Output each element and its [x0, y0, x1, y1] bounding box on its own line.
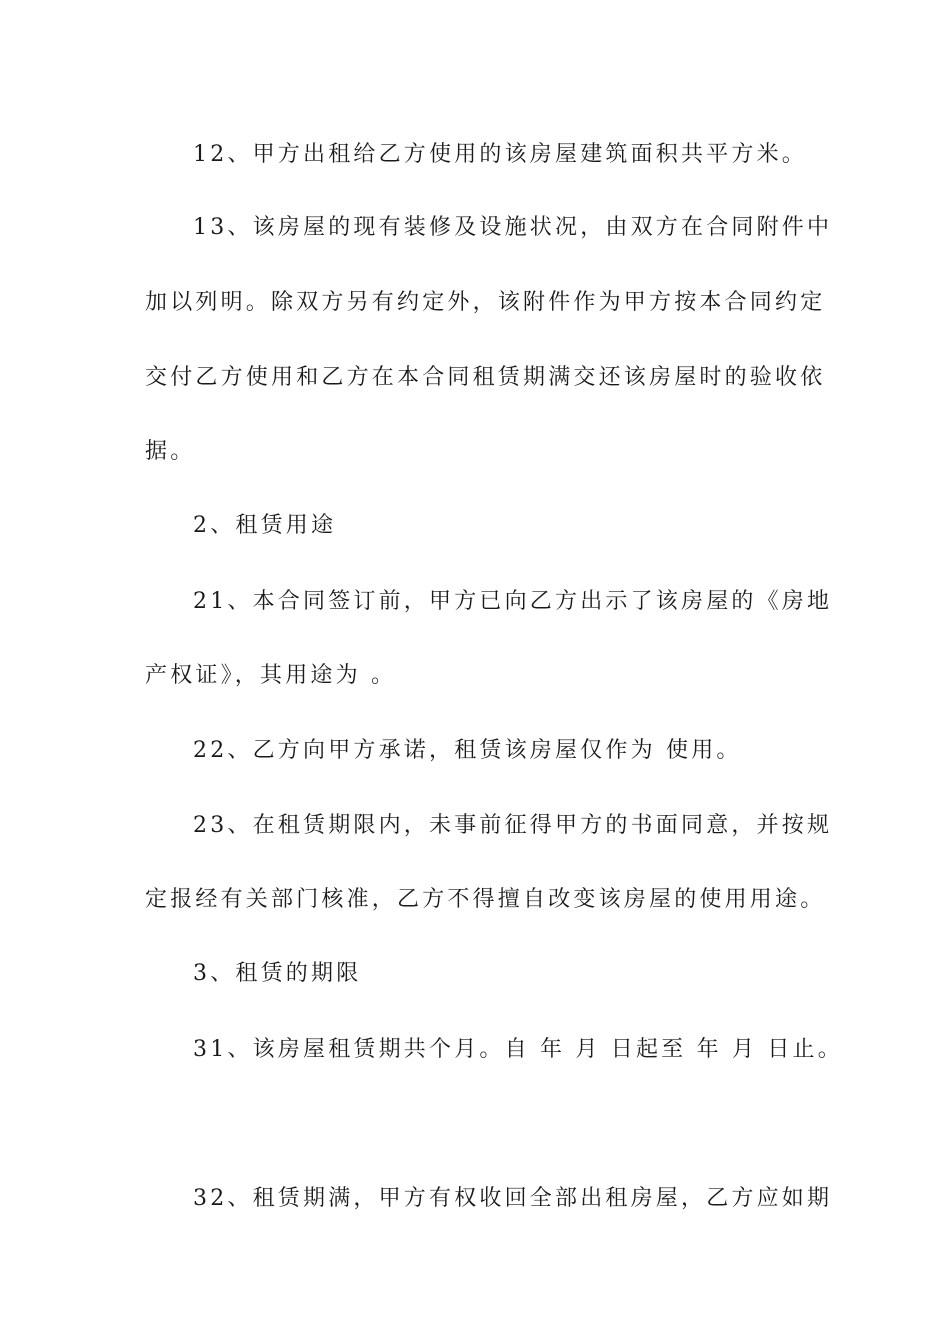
section-heading-2: 2、租赁用途 [193, 513, 337, 538]
paragraph-13-line-2: 加以列明。除双方另有约定外，该附件作为甲方按本合同约定 [145, 290, 826, 315]
paragraph-21-line-1: 21、本合同签订前，甲方已向乙方出示了该房屋的《房地 [193, 589, 833, 614]
paragraph-23-line-2: 定报经有关部门核准，乙方不得擅自改变该房屋的使用用途。 [145, 887, 826, 912]
paragraph-31: 31、该房屋租赁期共个月。自 年 月 日起至 年 月 日止。 [193, 1037, 843, 1062]
paragraph-12: 12、甲方出租给乙方使用的该房屋建筑面积共平方米。 [193, 142, 807, 167]
paragraph-23-line-1: 23、在租赁期限内，未事前征得甲方的书面同意，并按规 [193, 813, 833, 838]
paragraph-13-line-4: 据。 [145, 439, 196, 464]
paragraph-22: 22、乙方向甲方承诺，租赁该房屋仅作为 使用。 [193, 738, 742, 763]
paragraph-32-line-1: 32、租赁期满，甲方有权收回全部出租房屋，乙方应如期 [193, 1186, 833, 1211]
section-heading-3: 3、租赁的期限 [193, 961, 362, 986]
paragraph-21-line-2: 产权证》，其用途为 。 [145, 663, 397, 688]
paragraph-13-line-3: 交付乙方使用和乙方在本合同租赁期满交还该房屋时的验收依 [145, 365, 826, 390]
paragraph-13-line-1: 13、该房屋的现有装修及设施状况，由双方在合同附件中 [193, 215, 833, 240]
